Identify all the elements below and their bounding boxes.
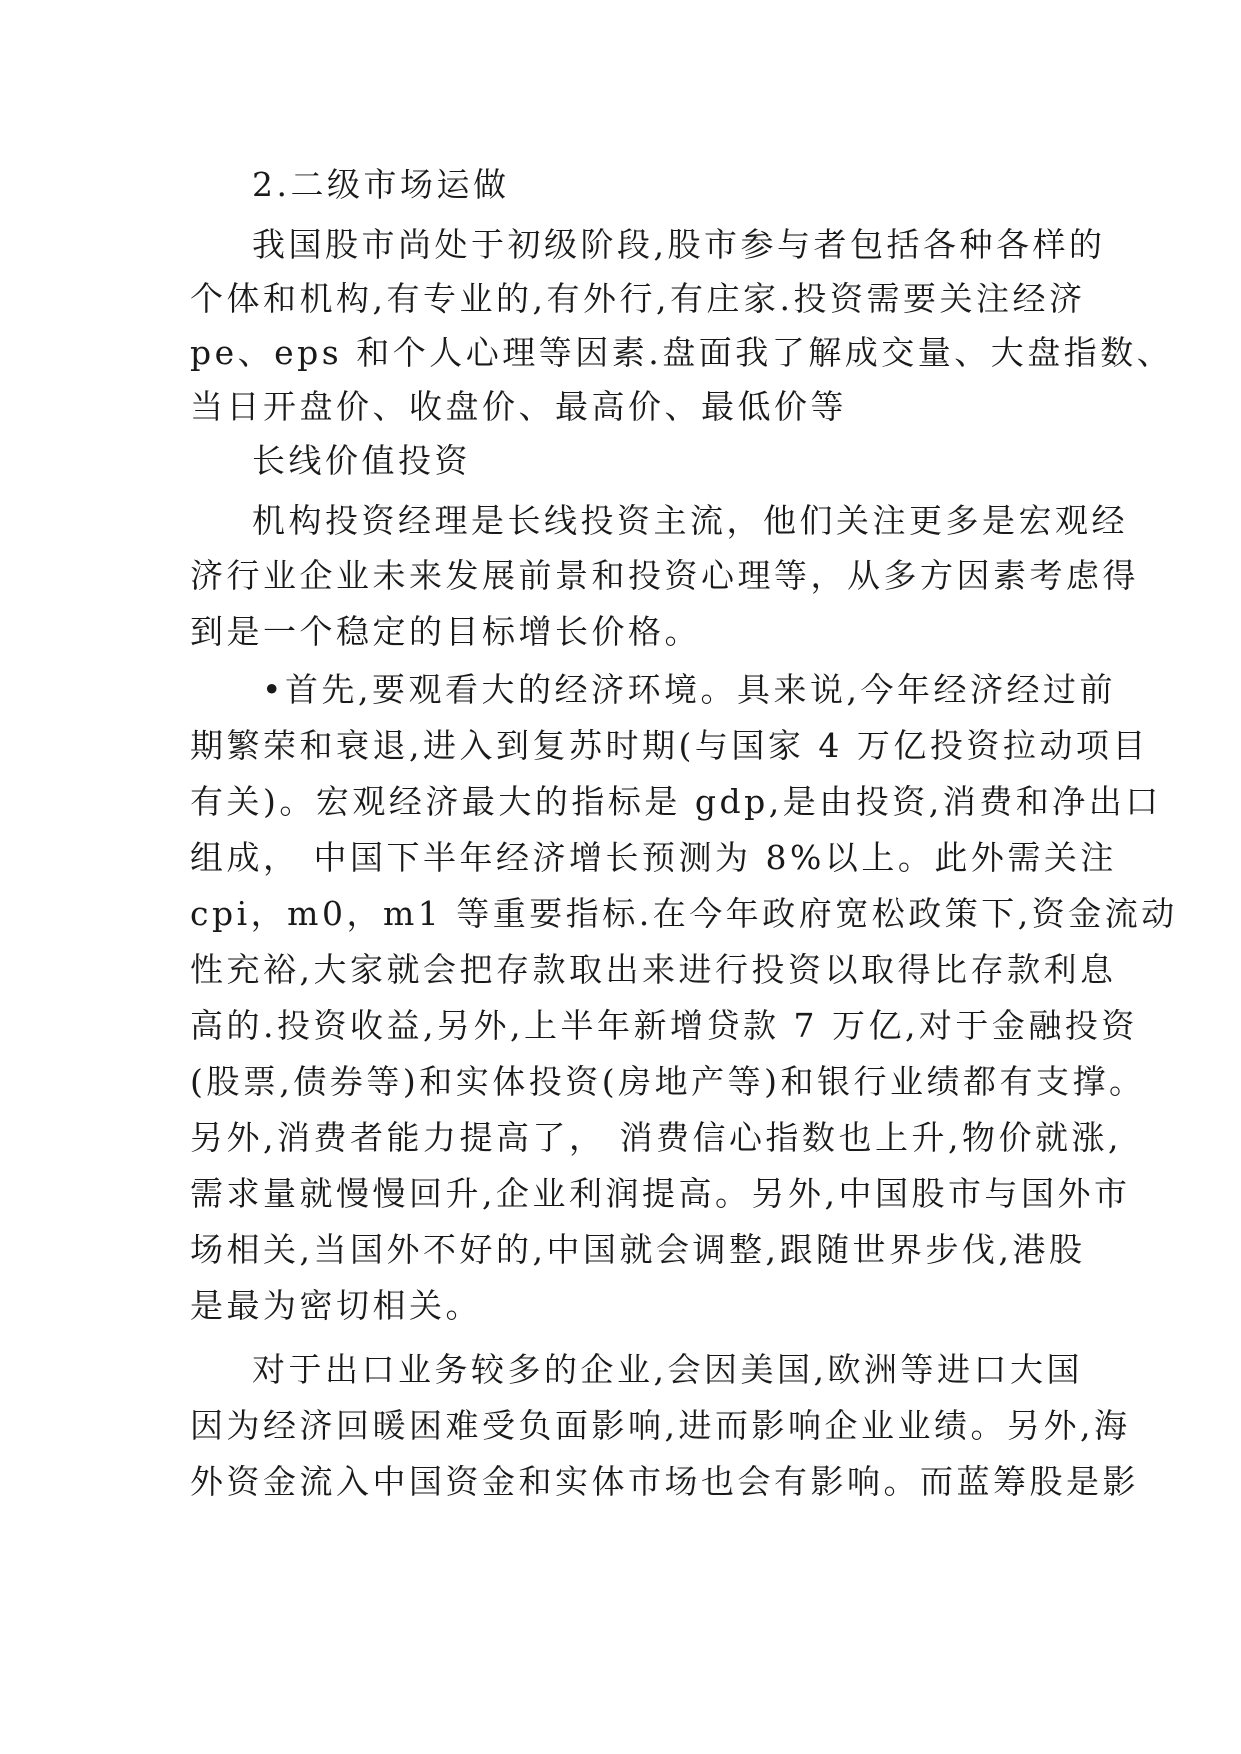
paragraph-line: 对于出口业务较多的企业,会因美国,欧洲等进口大国 [252,1350,1083,1389]
paragraph-line: cpi，m0，m1 等重要指标.在今年政府宽松政策下,资金流动 [190,894,1178,933]
paragraph-line: 有关)。宏观经济最大的指标是 gdp,是由投资,消费和净出口 [190,782,1162,821]
paragraph-line: 性充裕,大家就会把存款取出来进行投资以取得比存款利息 [190,950,1117,989]
paragraph-line: 当日开盘价、收盘价、最高价、最低价等 [190,387,847,426]
paragraph-line: 场相关,当国外不好的,中国就会调整,跟随世界步伐,港股 [190,1230,1086,1269]
paragraph-line: 组成， 中国下半年经济增长预测为 8%以上。此外需关注 [190,838,1117,877]
paragraph-line: 因为经济回暖困难受负面影响,进而影响企业业绩。另外,海 [190,1406,1131,1445]
paragraph-line: 到是一个稳定的目标增长价格。 [190,612,701,651]
paragraph-line: 是最为密切相关。 [190,1286,482,1325]
paragraph-line: 需求量就慢慢回升,企业利润提高。另外,中国股市与国外市 [190,1174,1131,1213]
paragraph-line: 我国股市尚处于初级阶段,股市参与者包括各种各样的 [252,225,1106,264]
paragraph-line: 外资金流入中国资金和实体市场也会有影响。而蓝筹股是影 [190,1462,1139,1501]
section-heading-secondary-market: 2.二级市场运做 [252,165,510,204]
paragraph-line: 机构投资经理是长线投资主流，他们关注更多是宏观经 [252,501,1128,540]
paragraph-line: pe、eps 和个人心理等因素.盘面我了解成交量、大盘指数、 [190,333,1174,372]
section-heading-long-term-value: 长线价值投资 [252,441,471,480]
bullet-paragraph-line: •首先,要观看大的经济环境。具来说,今年经济经过前 [262,670,1116,709]
paragraph-line: 期繁荣和衰退,进入到复苏时期(与国家 4 万亿投资拉动项目 [190,726,1149,765]
paragraph-line: 高的.投资收益,另外,上半年新增贷款 7 万亿,对于金融投资 [190,1006,1138,1045]
paragraph-line: 个体和机构,有专业的,有外行,有庄家.投资需要关注经济 [190,279,1086,318]
paragraph-line: 另外,消费者能力提高了， 消费信心指数也上升,物价就涨, [190,1118,1122,1157]
paragraph-line: 济行业企业未来发展前景和投资心理等，从多方因素考虑得 [190,556,1139,595]
paragraph-line: (股票,债券等)和实体投资(房地产等)和银行业绩都有支撑。 [190,1062,1146,1101]
